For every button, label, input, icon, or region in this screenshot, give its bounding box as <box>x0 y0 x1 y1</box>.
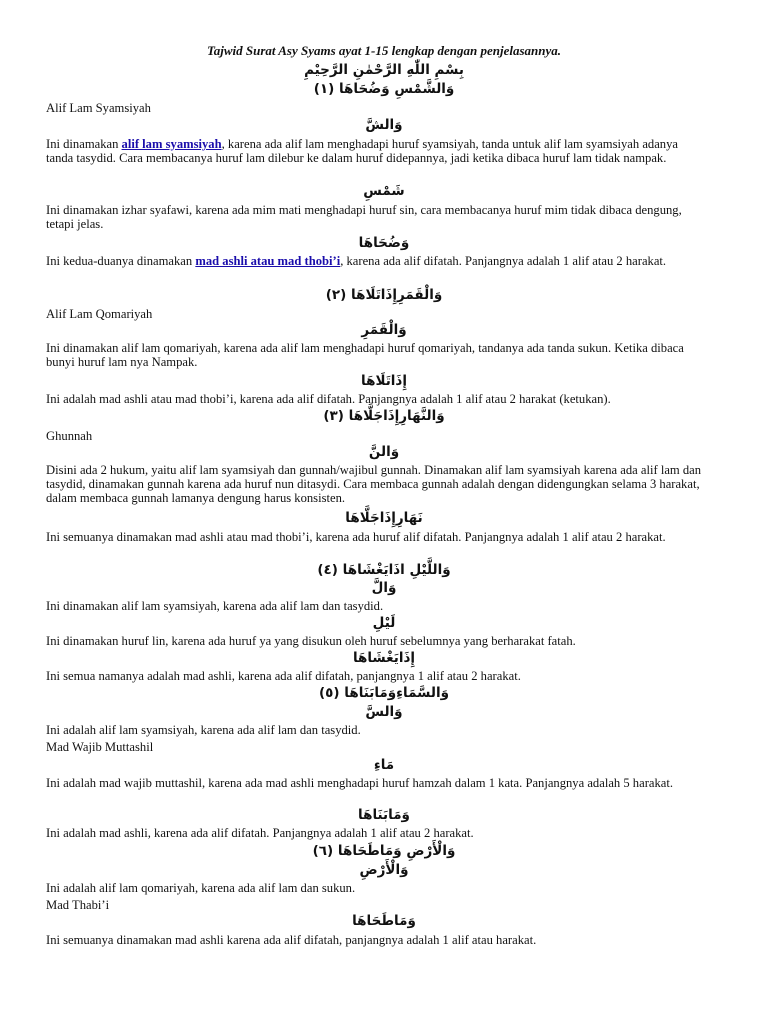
arabic-wamabanaha: وَمَابَنَاهَا <box>358 807 410 823</box>
arabic-wan: وَالنَّ <box>368 444 400 460</box>
paragraph-12: Ini adalah mad wajib muttashil, karena ada mad ashli menghadapi huruf hamzah dalam 1 kata. Panjangnya adalah 5 harakat. <box>46 776 674 790</box>
ayah-6-arabic: وَالْأَرْضِ وَمَاطَحَاهَا (٦) <box>312 843 456 859</box>
arabic-idzatalaha: إِذَاتَلَاهَا <box>361 373 407 389</box>
paragraph-2: Ini dinamakan izhar syafawi, karena ada mim mati menghadapi huruf sin, cara membacanya huruf mim tidak dibaca dengung, tetapi jelas. <box>46 203 682 231</box>
heading-mad-thabii: Mad Thabi’i <box>46 898 110 912</box>
arabic-idzayaghsyaha: إِذَايَغْشَاهَا <box>352 650 416 666</box>
arabic-walqamar: وَالْقَمَرِ <box>361 322 407 338</box>
link-alif-lam-syamsiyah[interactable]: alif lam syamsiyah <box>121 137 222 151</box>
arabic-maa: مَاءِ <box>373 757 395 773</box>
arabic-naharidzajallaha: نَهَارِإِذَاجَلَّاهَا <box>345 510 423 526</box>
paragraph-13: Ini adalah mad ashli, karena ada alif difatah. Panjangnya adalah 1 alif atau 2 harakat. <box>46 826 474 840</box>
paragraph-8: Ini dinamakan alif lam syamsiyah, karena ada alif lam dan tasydid. <box>46 599 384 613</box>
arabic-wal: وَالَّ <box>371 580 397 596</box>
p3-text-post: , karena ada alif difatah. Panjangnya adalah 1 alif atau 2 harakat. <box>340 254 667 268</box>
p3-text-pre: Ini kedua-duanya dinamakan <box>46 254 196 268</box>
basmala-arabic: بِسْمِ اللّٰهِ الرَّحْمٰنِ الرَّحِيْمِ <box>304 62 464 78</box>
paragraph-1 <box>46 137 706 165</box>
paragraph-5: Ini adalah mad ashli atau mad thobi’i, karena ada alif difatah. Panjangnya adalah 1 alif atau 2 harakat (ketukan). <box>46 392 611 406</box>
paragraph-9: Ini dinamakan huruf lin, karena ada huruf ya yang disukun oleh huruf sebelumnya yang berharakat fatah. <box>46 634 576 648</box>
ayah-4-arabic: وَاللَّيْلِ اذَايَغْشَاهَا (٤) <box>317 562 451 578</box>
heading-mad-wajib-muttashil: Mad Wajib Muttashil <box>46 740 154 754</box>
p1-text-pre: Ini dinamakan <box>46 137 122 151</box>
heading-ghunnah: Ghunnah <box>46 429 93 443</box>
paragraph-15: Ini semuanya dinamakan mad ashli karena ada alif difatah, panjangnya adalah 1 alif atau harakat. <box>46 933 537 947</box>
ayah-2-arabic: وَالْقَمَرِإِذَاتَلَاهَا (٢) <box>325 287 443 303</box>
paragraph-7: Ini semuanya dinamakan mad ashli atau mad thobi’i, karena ada huruf alif difatah. Panjangnya adalah 1 alif atau 2 harakat. <box>46 530 666 544</box>
paragraph-3 <box>46 254 706 268</box>
arabic-wass: وَالسَّ <box>365 704 403 720</box>
arabic-lail: لَيْلِ <box>372 615 396 631</box>
ayah-5-arabic: وَالسَّمَاءِوَمَابَنَاهَا (٥) <box>318 685 450 701</box>
paragraph-4: Ini dinamakan alif lam qomariyah, karena ada alif lam menghadapi huruf qomariyah, tandanya ada tanda sukun. Ketika dibaca bunyi huruf lam nya Nampak. <box>46 341 684 369</box>
arabic-wasy: وَالشَّ <box>365 117 403 133</box>
link-mad-ashli[interactable]: mad ashli atau mad thobi’i <box>195 254 341 268</box>
paragraph-11: Ini adalah alif lam syamsiyah, karena ada alif lam dan tasydid. <box>46 723 361 737</box>
ayah-3-arabic: وَالنَّهَارِإِذَاجَلَّاهَا (٣) <box>323 408 445 424</box>
arabic-walardh: وَالْأَرْضِ <box>359 862 409 878</box>
document-title: Tajwid Surat Asy Syams ayat 1-15 lengkap dengan penjelasannya. <box>206 43 562 58</box>
p1-text-post: , karena ada alif lam menghadapi huruf syamsiyah, tanda untuk alif lam syamsiyah adanya tanda tasydid. Cara membacanya huruf lam dilebur ke dalam huruf didepannya, jadi ketika dibaca huruf lam tidak nampak. <box>46 137 678 165</box>
arabic-wamathahaha: وَمَاطَحَاهَا <box>352 913 416 929</box>
heading-alif-lam-syamsiyah: Alif Lam Syamsiyah <box>46 101 151 115</box>
paragraph-6: Disini ada 2 hukum, yaitu alif lam syamsiyah dan gunnah/wajibul gunnah. Dinamakan alif lam syamsiyah karena ada alif lam dan tasydid, dinamakan gunnah karena ada huruf nun ditasydi. Cara membaca gunnah adalah dengan didengungkan selama 3 harakat, dalam membaca gunnah lamanya dengung harus konsisten. <box>46 463 702 505</box>
paragraph-14: Ini adalah alif lam qomariyah, karena ada alif lam dan sukun. <box>46 881 356 895</box>
arabic-syams: شَمْسِ <box>363 183 405 199</box>
heading-alif-lam-qomariyah: Alif Lam Qomariyah <box>46 307 153 321</box>
paragraph-10: Ini semua namanya adalah mad ashli, karena ada alif difatah, panjangnya 1 alif atau 2 harakat. <box>46 669 521 683</box>
arabic-wadhuha: وَضُحَاهَا <box>358 235 410 251</box>
ayah-1-arabic: وَالشَّمْسِ وَضُحَاهَا (١) <box>313 81 455 97</box>
